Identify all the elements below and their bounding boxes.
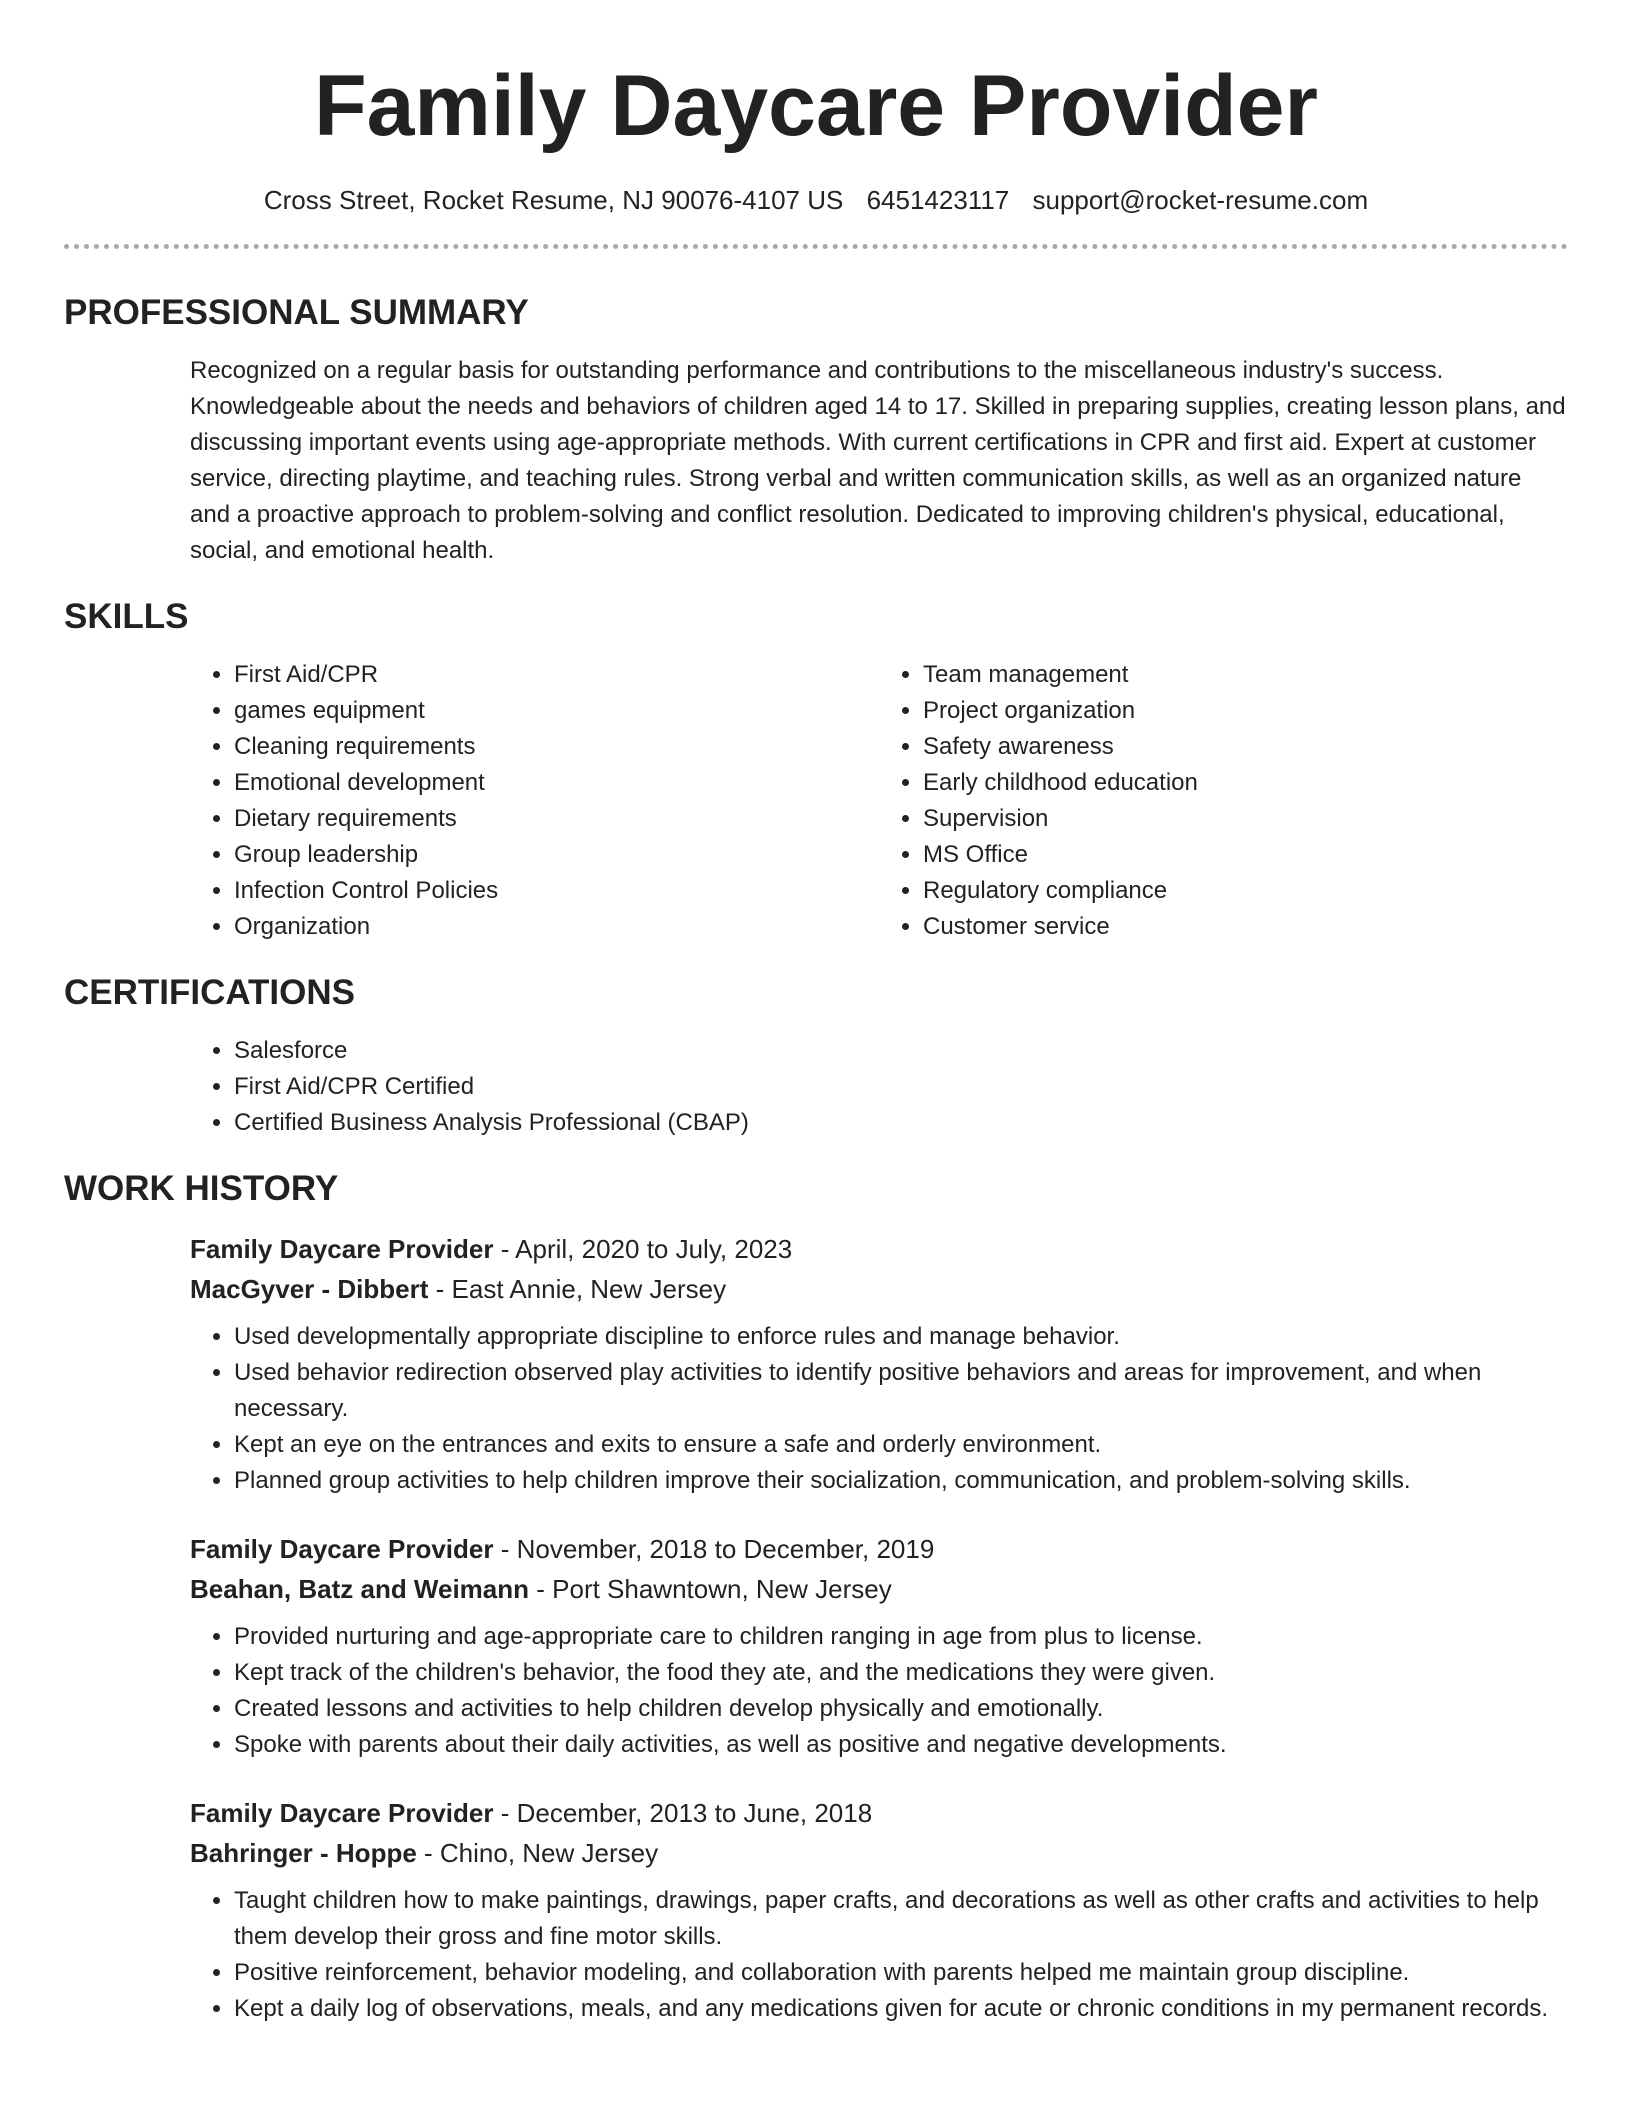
job-bullet: • Kept an eye on the entrances and exits to ensure a safe and orderly environment. [234, 1427, 1568, 1463]
skill-item: • Emotional development [234, 765, 879, 801]
job-role: Family Daycare Provider [190, 1798, 494, 1828]
work-history-title: WORK HISTORY [64, 1169, 339, 1208]
skill-item: • Early childhood education [923, 765, 1568, 801]
job-entry [190, 1529, 1568, 1763]
job-entry [190, 1793, 1568, 2027]
skill-item: • Supervision [923, 801, 1568, 837]
job-dates: - April, 2020 to July, 2023 [493, 1234, 793, 1264]
skills-list-right [879, 657, 1568, 945]
job-company: MacGyver - Dibbert [190, 1274, 429, 1304]
certification-item: • First Aid/CPR Certified [234, 1069, 1568, 1105]
contact-line [64, 180, 1568, 220]
job-company-line [190, 1569, 1568, 1609]
job-bullet: • Used developmentally appropriate discipline to enforce rules and manage behavior. [234, 1319, 1568, 1355]
skill-item: • Customer service [923, 909, 1568, 945]
job-dates: - November, 2018 to December, 2019 [493, 1534, 935, 1564]
job-bullets [190, 1319, 1568, 1499]
job-bullet: • Taught children how to make paintings, drawings, paper crafts, and decorations as well as other crafts and activities to help them develop their gross and fine motor skills. [234, 1883, 1568, 1955]
job-company: Beahan, Batz and Weimann [190, 1574, 530, 1604]
job-role: Family Daycare Provider [190, 1534, 494, 1564]
skills-list-left [190, 657, 879, 945]
summary-title: PROFESSIONAL SUMMARY [64, 293, 529, 332]
skill-item: • Infection Control Policies [234, 873, 879, 909]
skill-item: • Team management [923, 657, 1568, 693]
resume-name: Family Daycare Provider [314, 58, 1318, 154]
header-divider [64, 244, 1568, 249]
skill-item: • Cleaning requirements [234, 729, 879, 765]
skills-section [190, 657, 1568, 945]
job-title-line [190, 1529, 1568, 1569]
skill-item: • First Aid/CPR [234, 657, 879, 693]
job-bullets [190, 1883, 1568, 2027]
job-title-line [190, 1229, 1568, 1269]
contact-phone: 6451423117 [866, 185, 1010, 215]
job-entry [190, 1229, 1568, 1499]
skill-item: • Project organization [923, 693, 1568, 729]
job-bullet: • Spoke with parents about their daily activities, as well as positive and negative developments. [234, 1727, 1568, 1763]
job-location: - Port Shawntown, New Jersey [529, 1574, 892, 1604]
job-bullet: • Kept a daily log of observations, meals, and any medications given for acute or chronic conditions in my permanent records. [234, 1991, 1568, 2027]
skills-title: SKILLS [64, 597, 189, 636]
certification-item: • Salesforce [234, 1033, 1568, 1069]
job-bullet: • Planned group activities to help children improve their socialization, communication, and problem-solving skills. [234, 1463, 1568, 1499]
job-bullet: • Created lessons and activities to help children develop physically and emotionally. [234, 1691, 1568, 1727]
skill-item: • Group leadership [234, 837, 879, 873]
job-location: - Chino, New Jersey [416, 1838, 659, 1868]
skill-item: • Dietary requirements [234, 801, 879, 837]
summary-section [190, 353, 1568, 569]
skill-item: • games equipment [234, 693, 879, 729]
job-dates: - December, 2013 to June, 2018 [493, 1798, 873, 1828]
job-bullet: • Positive reinforcement, behavior modeling, and collaboration with parents helped me maintain group discipline. [234, 1955, 1568, 1991]
job-title-line [190, 1793, 1568, 1833]
job-company-line [190, 1833, 1568, 1873]
job-role: Family Daycare Provider [190, 1234, 494, 1264]
summary-text: Recognized on a regular basis for outstanding performance and contributions to the miscellaneous industry's success. Knowledgeable about the needs and behaviors of children aged 14 to 17. Skilled in preparing supplies, creating lesson plans, and discussing important events using age-appropriate methods. With current certifications in CPR and first aid. Expert at customer service, directing playtime, and teaching rules. Strong verbal and written communication skills, as well as an organized nature and a proactive approach to problem-solving and conflict resolution. Dedicated to improving children's physical, educational, social, and emotional health. [190, 357, 1566, 564]
job-company-line [190, 1269, 1568, 1309]
skill-item: • Regulatory compliance [923, 873, 1568, 909]
job-bullet: • Provided nurturing and age-appropriate care to children ranging in age from plus to license. [234, 1619, 1568, 1655]
certifications-section [190, 1033, 1568, 1141]
contact-address: Cross Street, Rocket Resume, NJ 90076-4107 US [263, 185, 844, 215]
job-bullets [190, 1619, 1568, 1763]
skill-item: • Safety awareness [923, 729, 1568, 765]
job-location: - East Annie, New Jersey [428, 1274, 727, 1304]
certification-item: • Certified Business Analysis Professional (CBAP) [234, 1105, 1568, 1141]
job-bullet: • Used behavior redirection observed play activities to identify positive behaviors and areas for improvement, and when necessary. [234, 1355, 1568, 1427]
skill-item: • Organization [234, 909, 879, 945]
contact-email: support@rocket-resume.com [1032, 185, 1369, 215]
skill-item: • MS Office [923, 837, 1568, 873]
job-bullet: • Kept track of the children's behavior, the food they ate, and the medications they were given. [234, 1655, 1568, 1691]
certifications-list [190, 1033, 1568, 1141]
certifications-title: CERTIFICATIONS [64, 973, 356, 1012]
job-company: Bahringer - Hoppe [190, 1838, 417, 1868]
